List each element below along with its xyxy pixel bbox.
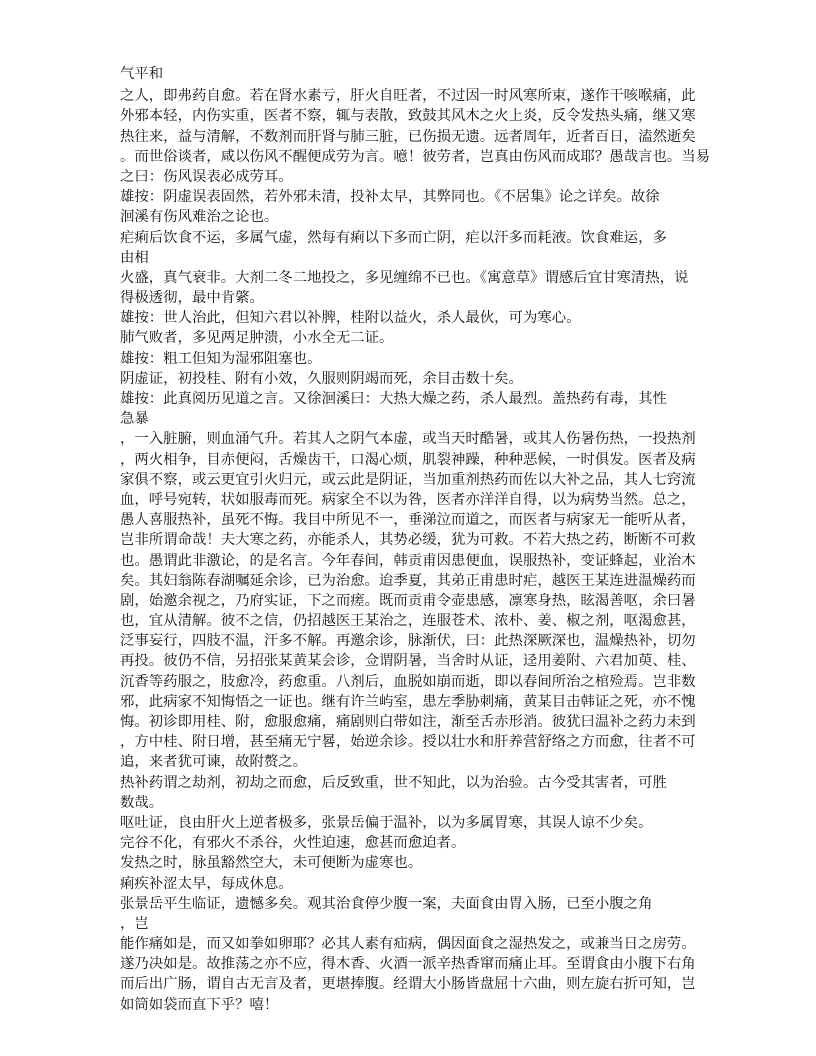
text-line: 矣。其妇翁陈春湖嘱延余诊，已为治愈。迨季夏，其弟正甫患时疟，越医王某连进温燥药而 <box>120 572 696 589</box>
text-line: ，两火相争，目赤便闷，舌燥齿干，口渴心烦，肌裂神躁，种种恶候，一时俱发。医者及病 <box>120 451 696 468</box>
text-line: 家俱不察，或云更宜引火归元，或云此是阴证，当加重剂热药而佐以大补之品，其人七窍流 <box>120 471 696 488</box>
text-line: 急暴 <box>120 411 149 428</box>
document-page <box>120 64 720 1015</box>
text-line: ，方中桂、附日增，甚至痛无宁晷，始逆余诊。授以壮水和肝养营舒络之方而愈，往者不可 <box>120 734 696 751</box>
text-line: 雄按：此真阅历见道之言。又徐洄溪曰：大热大燥之药，杀人最烈。盖热药有毒，其性 <box>120 391 667 407</box>
text-line: 呕吐证，良由肝火上逆者极多，张景岳偏于温补，以为多属胃寒，其误人谅不少矣。 <box>120 814 653 831</box>
text-line: 热补药谓之劫剂，初劫之而愈，后反致重，世不知此，以为治验。古今受其害者，可胜 <box>120 774 667 791</box>
text-line: 洄溪有伤风难治之论也。 <box>120 209 279 226</box>
text-line: 由相 <box>120 249 149 266</box>
text-line: 岂非所谓命哉！夫大寒之药，亦能杀人，其势必缓，犹为可救。不若大热之药，断断不可救 <box>120 532 696 549</box>
text-line: 雄按：阴虚误表固然，若外邪未清，投补太早，其弊同也。《不居集》论之详矣。故徐 <box>120 189 660 206</box>
text-line: 之曰：伤风误表必成劳耳。 <box>120 168 293 185</box>
text-line: 火盛，真气衰非。大剂二冬二地投之，多见缠绵不已也。《寓意草》谓感后宜甘寒清热，说 <box>120 269 689 286</box>
text-line: 雄按：粗工但知为湿邪阻塞也。 <box>120 350 322 367</box>
text-line: 完谷不化，有邪火不杀谷，火性迫速，愈甚而愈迫者。 <box>120 835 466 852</box>
text-line: 张景岳平生临证，遗憾多矣。观其治食停少腹一案，夫面食由胃入肠，已至小腹之角 <box>120 895 653 912</box>
text-line: 邪，此病家不知悔悟之一证也。继有许兰屿室，患左季胁刺痛，黄某目击韩证之死，亦不愧 <box>120 693 696 710</box>
text-line: 沉香等药服之，肢愈冷，药愈重。八剂后，血脱如崩而逝，即以春间所治之棺殓焉。岂非数 <box>120 673 696 690</box>
text-line: 气平和 <box>120 66 164 82</box>
text-line: 遂乃决如是。故推荡之亦不应，得木香、火酒一派辛热香窜而痛止耳。至谓食由小腹下右角 <box>120 956 696 973</box>
text-line: 得极透彻，最中肯綮。 <box>120 290 264 307</box>
text-line: 如筒如袋而直下乎？嘻！ <box>120 996 279 1013</box>
text-line: 泛事妄行，四肢不温，汗多不解。再邀余诊，脉渐伏，曰：此热深厥深也，温燥热补，切勿 <box>120 633 696 650</box>
text-line: 之人，即弗药自愈。若在肾水素亏，肝火自旺者，不过因一时风寒所束，遂作干咳喉痛，此 <box>120 88 696 105</box>
text-line: 愚人喜服热补，虽死不悔。我目中所见不一，垂涕泣而道之，而医者与病家无一能听从者， <box>120 512 696 529</box>
text-line: 发热之时，脉虽豁然空大，未可便断为虚寒也。 <box>120 855 423 872</box>
text-line: 。而世俗谈者，咸以伤风不醒便成劳为言。噫！彼劳者，岂真由伤风而成耶？愚哉言也。当易 <box>120 148 711 165</box>
text-line: 而后出广肠，谓自古无言及者，更堪捧腹。经谓大小肠皆盘屈十六曲，则左旋右折可知，岂 <box>120 976 696 993</box>
text-line: 疟痢后饮食不运，多属气虚，然每有痢以下多而亡阴，疟以汗多而耗液。饮食难运，多 <box>120 229 667 246</box>
text-line: 剧，始邀余视之，乃府实证，下之而瘥。既而贡甫令壶患感，凛寒身热，眩渴善呕，余曰暑 <box>120 592 696 609</box>
text-line: 痢疾补涩太早，每成休息。 <box>120 875 293 892</box>
text-line: 阴虚证，初投桂、附有小效，久服则阴竭而死，余目击数十矣。 <box>120 370 523 387</box>
text-line: 再投。彼仍不信，另招张某黄某会诊，佥谓阴暑，当舍时从证，迳用姜附、六君加萸、桂、 <box>120 653 696 670</box>
text-line: ，岂 <box>120 915 149 932</box>
text-line: 血，呼号宛转，状如服毒而死。病家全不以为咎，医者亦洋洋自得，以为病势当然。总之， <box>120 491 696 508</box>
text-line: 悔。初诊即用桂、附，愈服愈痛，痛剧则白带如注，渐至舌赤形消。彼犹曰温补之药力未到 <box>120 714 696 730</box>
text-line: 雄按：世人治此，但知六君以补脾，桂附以益火，杀人最伙，可为寒心。 <box>120 310 581 327</box>
text-line: ，一入脏腑，则血涌气升。若其人之阴气本虚，或当天时酷暑，或其人伤暑伤热，一投热剂 <box>120 431 696 448</box>
text-line: 外邪本轻，内伤实重，医者不察，辄与表散，致鼓其风木之火上炎，反令发热头痛，继又寒 <box>120 108 696 125</box>
text-line: 能作痛如是，而又如拳如卵耶？必其人素有疝病，偶因面食之湿热发之，或兼当日之房劳。 <box>120 936 696 953</box>
text-line: 热往来，益与清解，不数剂而肝肾与肺三脏，已伤损无遗。远者周年，近者百日，溘然逝矣 <box>120 128 696 145</box>
text-line: 也，宜从清解。彼不之信，仍招越医王某治之，连服苍术、浓朴、姜、椒之剂，呕渴愈甚， <box>120 613 696 630</box>
text-line: 追，来者犹可谏，故附赘之。 <box>120 754 308 771</box>
text-line: 肺气败者，多见两足肿溃，小水全无二证。 <box>120 330 394 347</box>
text-line: 也。愚谓此非激论，的是名言。今年春间，韩贡甫因患便血，误服热补，变证蜂起，业治木 <box>120 552 696 569</box>
text-line: 数哉。 <box>120 794 164 811</box>
